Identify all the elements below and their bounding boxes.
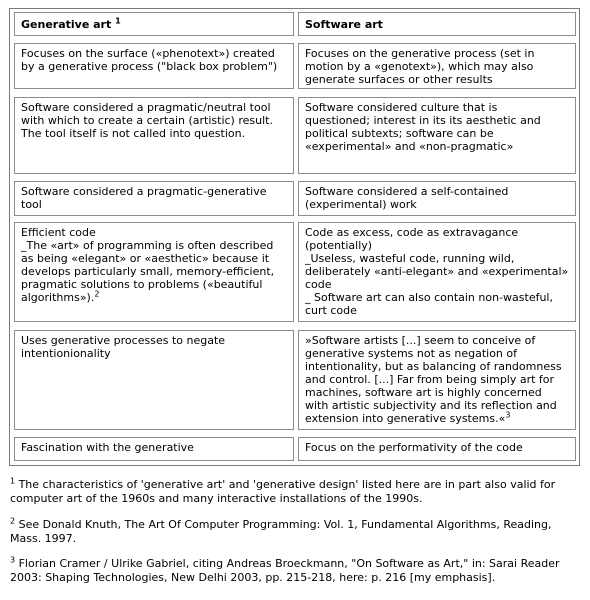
- table-cell-left: [14, 330, 294, 430]
- footnote-3: [10, 557, 582, 585]
- header-software-art: [298, 12, 576, 36]
- table-cell-left: [14, 181, 294, 216]
- table-cell-right: [298, 437, 576, 461]
- table-cell-left: [14, 437, 294, 461]
- cell-text: Efficient code _The «art» of programming is often described as being «elegant» or «aesthetic» because it develops particularly small, memory-efficient, pragmatic solutions to problems («beautiful algorithms»).: [21, 226, 275, 304]
- table-cell-right: [298, 43, 576, 89]
- cell-text: Software considered a pragmatic/neutral tool with which to create a certain (artistic) result. The tool itself is not called into question.: [21, 101, 273, 140]
- cell-text: Software considered a self-contained (experimental) work: [305, 185, 509, 211]
- table-cell-left: [14, 222, 294, 322]
- header-left-text: Generative art: [21, 18, 112, 31]
- footnote-text: See Donald Knuth, The Art Of Computer Programming: Vol. 1, Fundamental Algorithms, Reading, Mass. 1997.: [10, 518, 552, 545]
- footnote-ref-3: 3: [505, 410, 511, 420]
- cell-text: Fascination with the generative: [21, 441, 194, 454]
- cell-text: Code as excess, code as extravagance (potentially) _Useless, wasteful code, running wild, deliberately «anti-elegant» and «experimental» code _ Software art can also contain non-wasteful, curt code: [305, 226, 569, 317]
- footnote-ref-1: 1: [115, 16, 121, 26]
- footnote-marker: 1: [10, 476, 16, 486]
- table-cell-right: [298, 181, 576, 216]
- cell-text: Focuses on the surface («phenotext») created by a generative process ("black box problem"): [21, 47, 278, 73]
- table-cell-left: [14, 97, 294, 174]
- footnote-text: The characteristics of 'generative art' and 'generative design' listed here are in part also valid for computer art of the 1960s and many interactive installations of the 1990s.: [10, 478, 556, 505]
- cell-text: Software considered a pragmatic-generative tool: [21, 185, 267, 211]
- footnote-marker: 2: [10, 516, 16, 526]
- table-cell-right: [298, 330, 576, 430]
- footnote-marker: 3: [10, 555, 16, 565]
- footnote-text: Florian Cramer / Ulrike Gabriel, citing Andreas Broeckmann, "On Software as Art," in: Sarai Reader 2003: Shaping Technologies, New Delhi 2003, pp. 215-218, here: p. 216 [my emphasis].: [10, 557, 560, 584]
- cell-text: Focuses on the generative process (set in motion by a «genotext»), which may also generate surfaces or other results: [305, 47, 535, 86]
- table-cell-right: [298, 222, 576, 322]
- cell-text: Focus on the performativity of the code: [305, 441, 523, 454]
- table-cell-left: [14, 43, 294, 89]
- header-generative-art: [14, 12, 294, 36]
- cell-text: »Software artists [...] seem to conceive of generative systems not as negation of intentionality, but as balancing of randomness and control. [...] Far from being simply art for machines, software art is highly concerned with artistic subjectivity and its reflection and extension into generative systems.«: [305, 334, 562, 425]
- footnote-ref-2: 2: [94, 289, 100, 299]
- cell-text: Uses generative processes to negate intentionionality: [21, 334, 226, 360]
- table-cell-right: [298, 97, 576, 174]
- footnote-2: [10, 518, 582, 546]
- footnote-1: [10, 478, 582, 506]
- header-right-text: Software art: [305, 18, 383, 31]
- cell-text: Software considered culture that is questioned; interest in its its aesthetic and political subtexts; software can be «experimental» and «non-pragmatic»: [305, 101, 541, 153]
